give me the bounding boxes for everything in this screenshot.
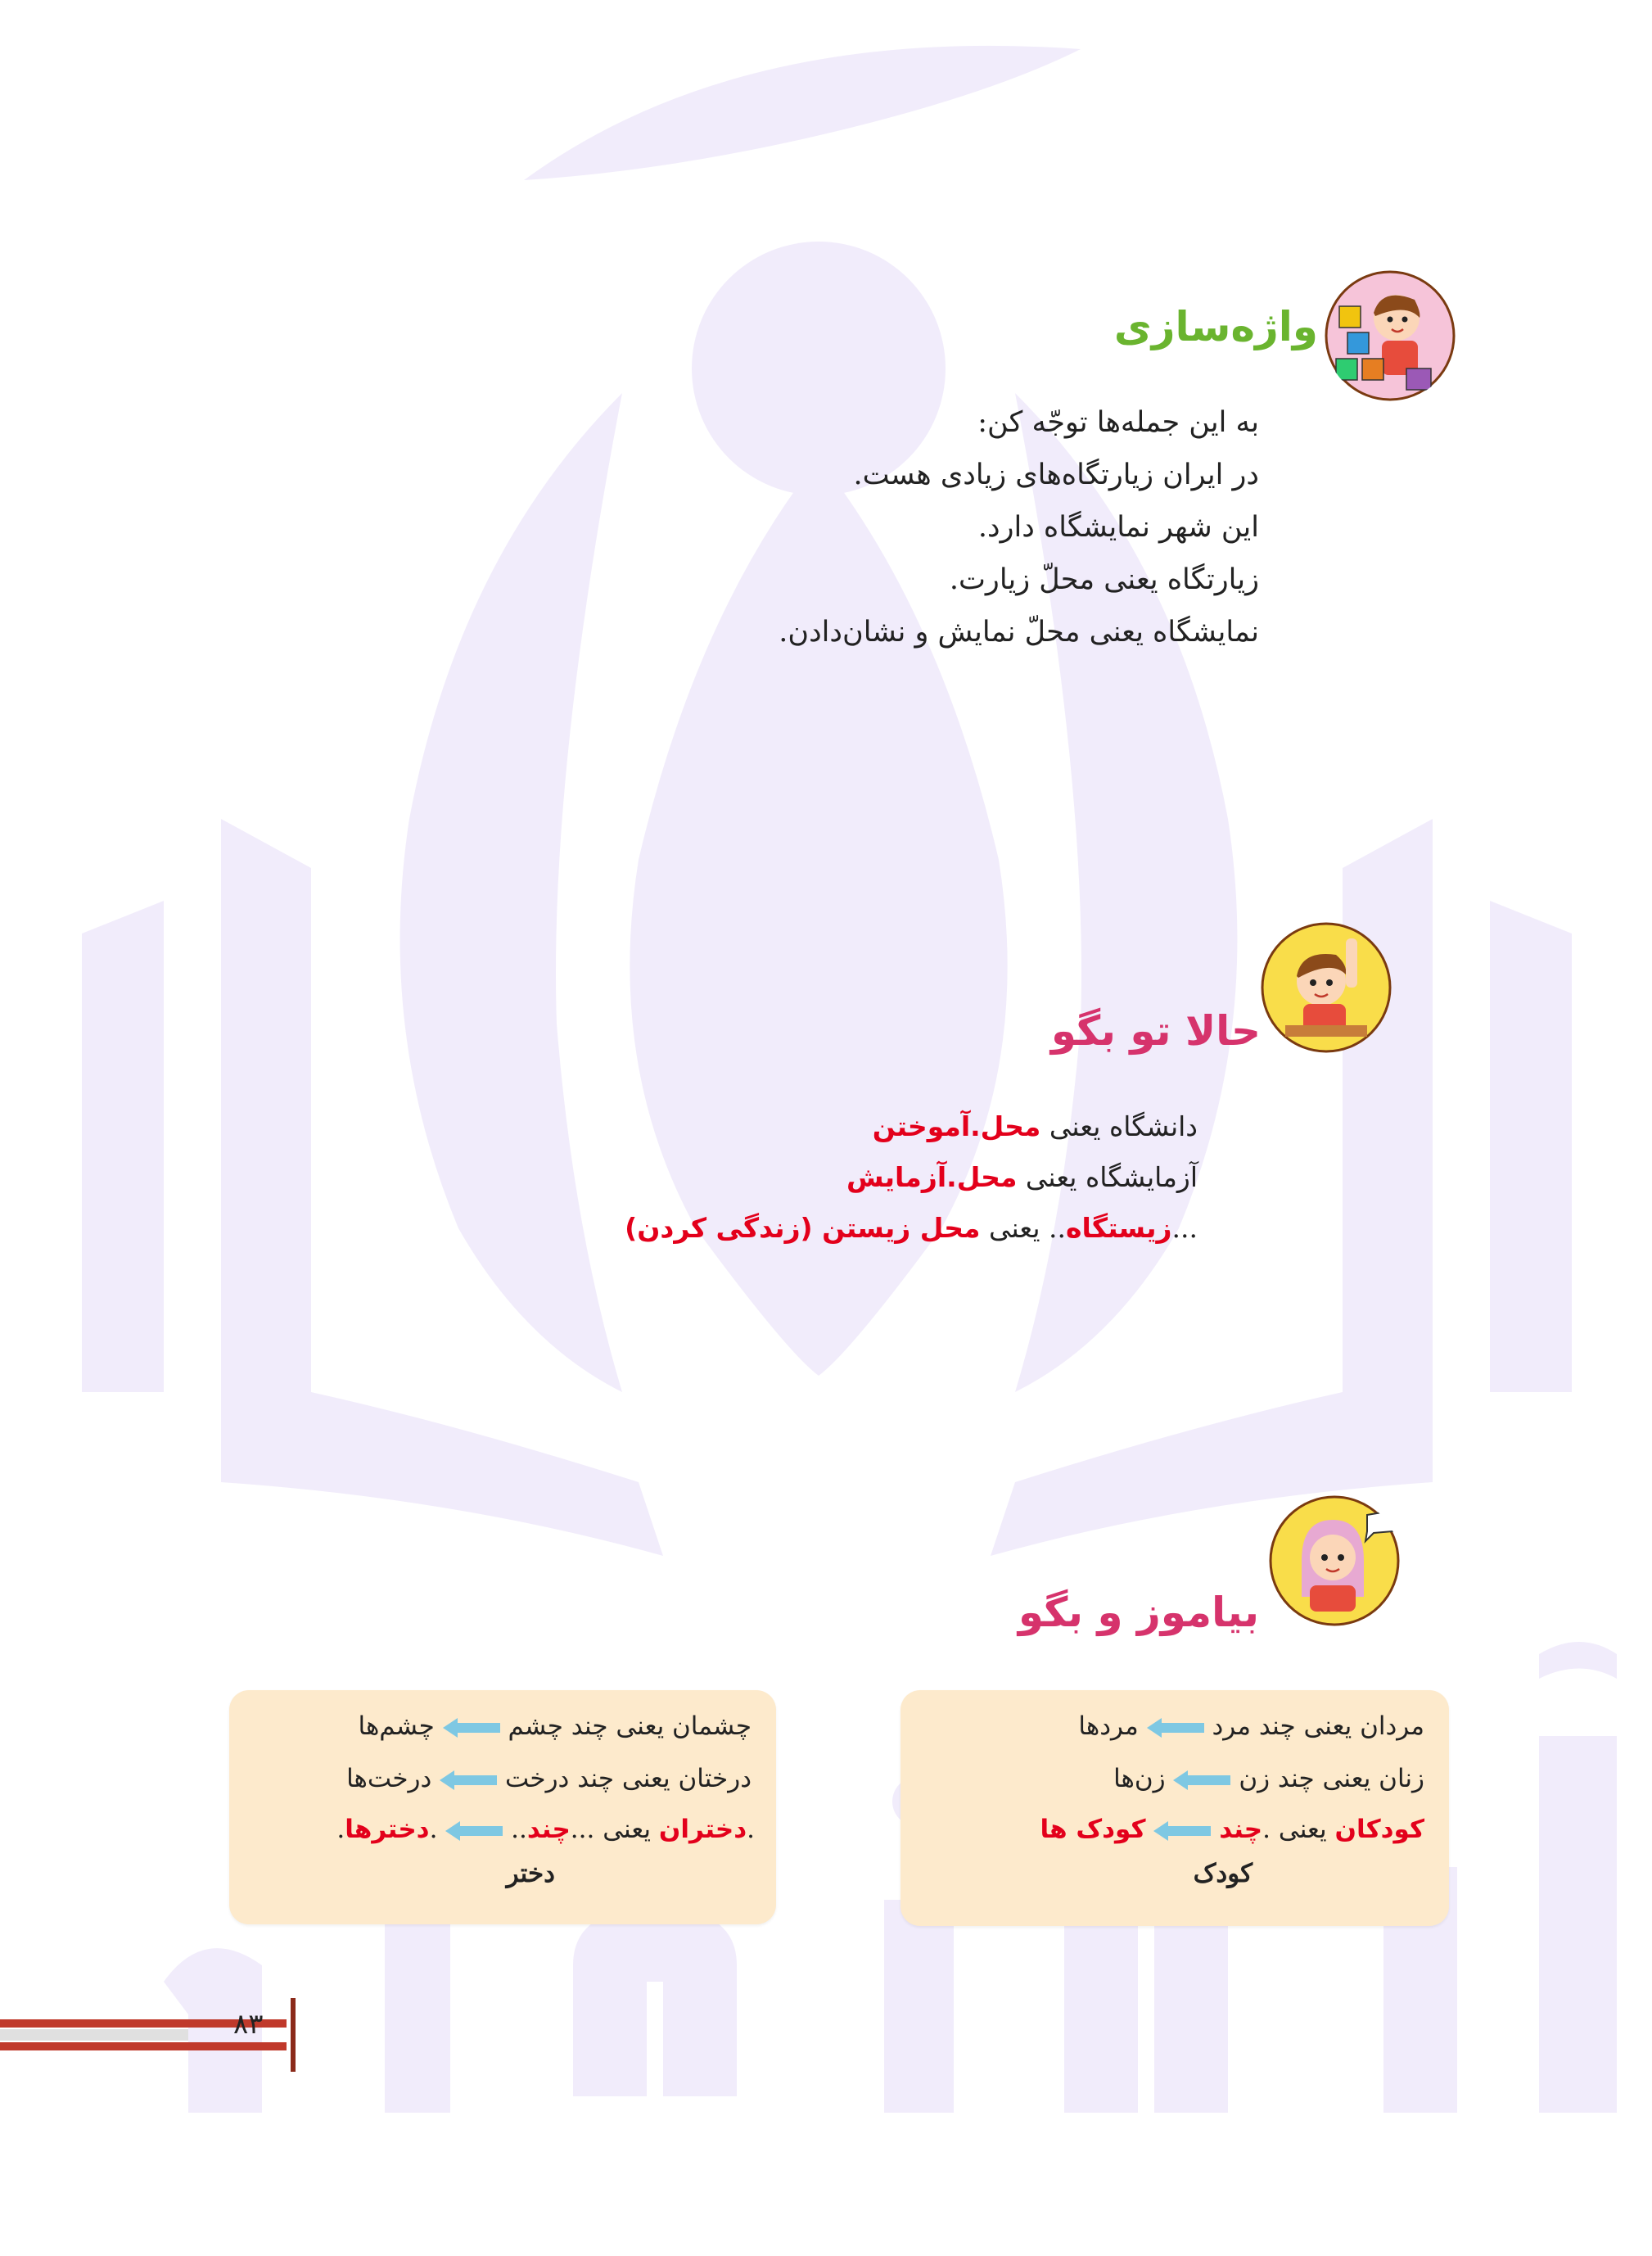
box-right-answer-row <box>1040 1815 1424 1844</box>
arrow-left-icon <box>445 1821 503 1841</box>
box-left-answer-dot1: . <box>747 1815 755 1844</box>
box-left-answer-chand: چند <box>526 1815 571 1844</box>
box-left-answer-mid: یعنی ... <box>570 1815 651 1844</box>
box-left-answer-wrap: دختر <box>506 1859 555 1888</box>
arrow-left-icon <box>440 1770 497 1790</box>
box-right-answer-chand: چند <box>1219 1815 1263 1844</box>
arrow-left-icon <box>1153 1821 1211 1841</box>
section2-item-1 <box>625 1101 1198 1152</box>
box-left-answer-dots: .. <box>511 1815 527 1844</box>
item3-prefix: ... <box>1171 1212 1198 1244</box>
box-left-row1-plural: چشمان یعنی چند چشم <box>508 1711 752 1741</box>
arrow-left-icon <box>1173 1770 1230 1790</box>
box-left-row2-alt: درخت‌ها <box>346 1764 432 1793</box>
box-left-answer-dot3: . <box>336 1815 345 1844</box>
ribbon-ornament-icon <box>0 1998 327 2072</box>
section3-avatar <box>1269 1495 1400 1626</box>
item3-mid: یعنی <box>988 1212 1040 1244</box>
box-left-answer-word: دختران <box>658 1815 747 1844</box>
section1-line-5: نمایشگاه یعنی محلّ نمایش و نشان‌دادن. <box>779 616 1259 649</box>
section2-item-3 <box>625 1203 1198 1254</box>
box-left-answer-dot2: . <box>429 1815 438 1844</box>
section1-body <box>779 396 1259 658</box>
child-raising-hand-icon <box>1261 922 1392 1053</box>
section2-item-2 <box>625 1152 1198 1203</box>
page-footer-ornament <box>0 1998 327 2072</box>
item2-mid: یعنی <box>1025 1161 1077 1193</box>
girl-with-speech-bubble-icon <box>1269 1495 1400 1626</box>
box-right-answer-dot: . <box>1262 1815 1271 1844</box>
section1-title: واژه‌سازی <box>1113 303 1318 350</box>
item2-answer: محل.آزمایش <box>846 1161 1018 1193</box>
section1-line-2: در ایران زیارتگاه‌های زیادی هست. <box>853 459 1259 491</box>
box-right-row-2 <box>1113 1764 1424 1793</box>
section1-line-1: به این جمله‌ها توجّه کن: <box>977 406 1259 439</box>
page-number: ۸۳ <box>233 2008 264 2041</box>
child-with-blocks-icon <box>1325 270 1456 401</box>
box-left-row2-plural: درختان یعنی چند درخت <box>504 1764 752 1793</box>
box-right <box>900 1690 1449 1926</box>
box-right-row2-plural: زنان یعنی چند زن <box>1239 1764 1424 1793</box>
box-left-row-2 <box>346 1764 752 1793</box>
box-left <box>229 1690 776 1924</box>
arrow-left-icon <box>1147 1718 1204 1738</box>
box-right-answer-wrap: کودک <box>1193 1859 1253 1888</box>
section2-title: حالا تو بگو <box>1050 1007 1261 1055</box>
box-left-answer-row <box>336 1815 755 1844</box>
item1-answer: محل.آموختن <box>872 1110 1041 1142</box>
item3-dots: .. <box>1049 1212 1066 1244</box>
section2-avatar <box>1261 922 1392 1053</box>
item3-word: زیستگاه <box>1066 1212 1172 1244</box>
box-right-row2-alt: زن‌ها <box>1113 1764 1166 1793</box>
item1-mid: یعنی <box>1049 1110 1101 1142</box>
section1-line-3: این شهر نمایشگاه دارد. <box>977 511 1259 544</box>
box-left-answer-alt: دخترها <box>345 1815 430 1844</box>
item1-word: دانشگاه <box>1108 1110 1198 1142</box>
section2-body <box>625 1101 1198 1254</box>
box-right-answer-word: کودکان <box>1334 1815 1424 1844</box>
box-right-answer-mid: یعنی <box>1278 1815 1327 1844</box>
box-right-row-1 <box>1078 1711 1424 1741</box>
box-right-row1-alt: مردها <box>1078 1711 1139 1741</box>
section1-avatar <box>1325 270 1456 401</box>
arrow-left-icon <box>443 1718 500 1738</box>
box-right-answer-alt: کودک ها <box>1040 1815 1146 1844</box>
item2-word: آزمایشگاه <box>1085 1161 1198 1193</box>
item3-answer: محل زیستن (زندگی کردن) <box>625 1212 981 1244</box>
box-left-row1-alt: چشم‌ها <box>358 1711 435 1741</box>
section3-title: بیاموز و بگو <box>1018 1589 1259 1636</box>
box-right-row1-plural: مردان یعنی چند مرد <box>1212 1711 1424 1741</box>
box-left-row-1 <box>359 1711 752 1741</box>
section1-line-4: زیارتگاه یعنی محلّ زیارت. <box>949 563 1259 596</box>
